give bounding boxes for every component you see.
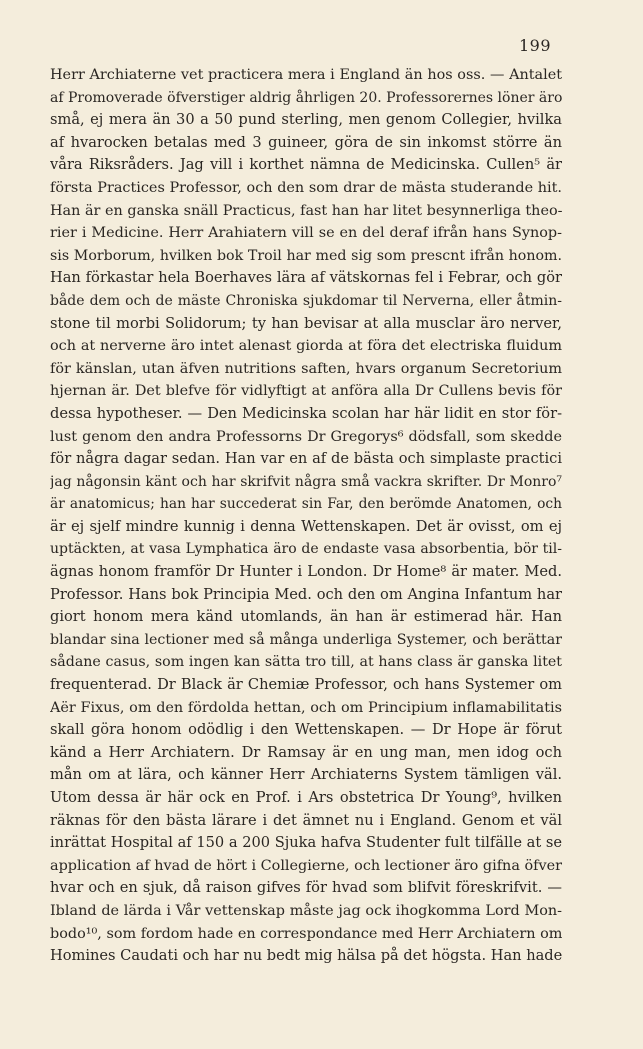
text-line: räknas för den bästa lärare i det ämnet nu i England. Genom et väl [50,811,562,829]
text-line: är ej sjelf mindre kunnig i denna Wettenskapen. Det är ovisst, om ej [50,517,562,535]
body-text [50,64,562,968]
text-line: hjernan är. Det blefve för vidlyftigt at anföra alla Dr Cullens bevis för [50,383,562,400]
text-line: frequenterad. Dr Black är Chemiæ Professor, och hans Systemer om [50,676,562,694]
text-line: Herr Archiaterne vet practicera mera i England än hos oss. — Antalet [50,67,562,83]
page-number: 199 [518,36,551,55]
text-line: Professor. Hans bok Principia Med. och den om Angina Infantum har [50,585,562,603]
text-line: jag någonsin känt och har skrifvit några små vackra skrifter. Dr Monro⁷ [50,473,562,490]
text-line: ägnas honom framför Dr Hunter i London. Dr Home⁸ är mater. Med. [50,563,562,581]
text-line: Han är en ganska snäll Practicus, fast han har litet besynnerliga theo- [50,202,562,219]
text-line: känd a Herr Archiatern. Dr Ramsay är en ung man, men idog och [50,743,562,761]
text-line: lust genom den andra Professorns Dr Gregorys⁶ dödsfall, som skedde [50,428,562,445]
text-line: dessa hypotheser. — Den Medicinska scolan har här lidit en stor för- [50,404,562,422]
text-line: för några dagar sedan. Han var en af de bästa och simplaste practici [50,450,562,468]
text-line: af Promoverade öfverstiger aldrig åhrligen 20. Professorernes löner äro [50,89,562,106]
text-line: små, ej mera än 30 a 50 pund sterling, men genom Collegier, hvilka [50,111,562,129]
text-line: våra Riksråders. Jag vill i korthet nämna de Medicinska. Cullen⁵ är [50,156,562,174]
text-line: sis Morborum, hvilken bok Troil har med sig som prescnt ifrån honom. [50,247,562,264]
text-line: Utom dessa är här ock en Prof. i Ars obstetrica Dr Young⁹, hvilken [50,789,562,806]
text-line: sådane casus, som ingen kan sätta tro till, at hans class är ganska litet [50,654,562,671]
text-line: första Practices Professor, och den som drar de mästa studerande hit. [50,179,562,196]
text-line: af hvarocken betalas med 3 guineer, göra de sin inkomst större än [50,133,562,151]
text-line: både dem och de mäste Chroniska sjukdomar til Nerverna, eller åtmin- [50,292,562,309]
text-line: för känslan, utan äfven nutritions saften, hvars organum Secretorium [50,360,562,377]
text-line: blandar sina lectioner med så många underliga Systemer, och berättar [50,631,562,648]
text-line: och at nerverne äro intet alenast giorda at föra det electriska fluidum [50,338,562,355]
text-line: uptäckten, at vasa Lymphatica äro de endaste vasa absorbentia, bör til- [50,541,562,558]
text-line: giort honom mera känd utomlands, än han är estimerad här. Han [50,608,562,626]
text-line: Homines Caudati och har nu bedt mig hälsa på det högsta. Han hade [50,947,562,965]
text-line: Aër Fixus, om den fördolda hettan, och om Principium inflamabilitatis [50,699,562,716]
text-line: skall göra honom odödlig i den Wettenskapen. — Dr Hope är förut [50,721,562,739]
text-line: Ibland de lärda i Vår vettenskap måste jag ock ihogkomma Lord Mon- [50,902,562,919]
text-line: är anatomicus; han har succederat sin Far, den berömde Anatomen, och [50,496,562,513]
text-line: bodo¹⁰, som fordom hade en correspondance med Herr Archiatern om [50,925,562,942]
text-line: Han förkastar hela Boerhaves lära af vätskornas fel i Febrar, och gör [50,269,562,287]
text-line: application af hvad de hört i Collegierne, och lectioner äro gifna öfver [50,857,562,874]
text-line: mån om at lära, och känner Herr Archiaterns System tämligen väl. [50,766,562,784]
text-line: rier i Medicine. Herr Arahiatern vill se en del deraf ifrån hans Synop- [50,225,562,242]
text-line: hvar och en sjuk, då raison gifves för hvad som blifvit föreskrifvit. — [50,879,562,897]
text-line: stone til morbi Solidorum; ty han bevisar at alla musclar äro nerver, [50,314,562,332]
text-line: inrättat Hospital af 150 a 200 Sjuka hafva Studenter fult tilfälle at se [50,834,562,852]
